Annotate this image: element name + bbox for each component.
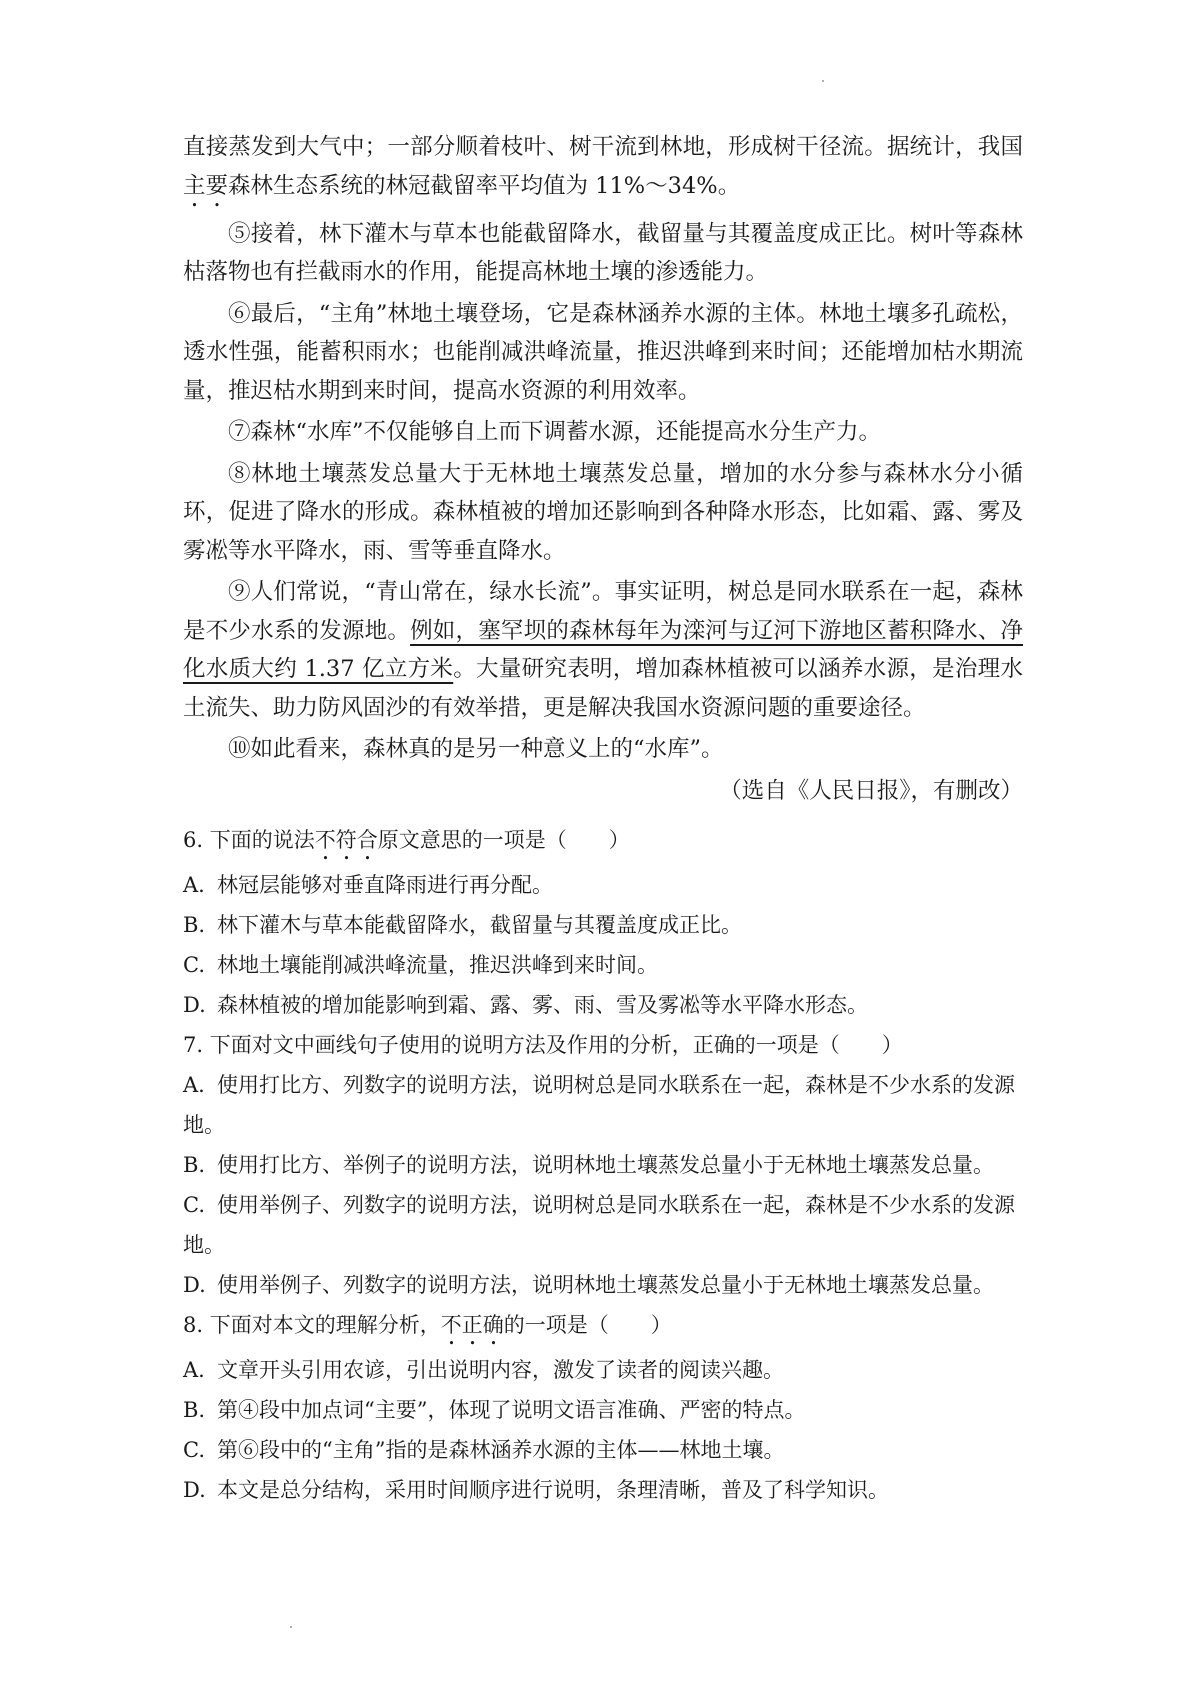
option-b: B. 使用打比方、举例子的说明方法，说明林地土壤蒸发总量小于无林地土壤蒸发总量。	[183, 1153, 994, 1177]
question-6	[183, 820, 1023, 1025]
option-c: C. 第⑥段中的“主角”指的是森林涵养水源的主体——林地土壤。	[183, 1438, 785, 1462]
scan-speck	[290, 1626, 292, 1628]
option-d: D. 使用举例子、列数字的说明方法，说明林地土壤蒸发总量小于无林地土壤蒸发总量。	[183, 1273, 994, 1297]
option-a: A. 文章开头引用农谚，引出说明内容，激发了读者的阅读兴趣。	[183, 1358, 784, 1382]
option-b: B. 林下灌木与草本能截留降水，截留量与其覆盖度成正比。	[183, 913, 742, 937]
source-citation: （选自《人民日报》，有删改）	[719, 777, 1023, 804]
paragraph-10: ⑩如此看来，森林真的是另一种意义上的“水库”。	[228, 736, 724, 762]
paragraph-6: ⑥最后，“主角”林地土壤登场，它是森林涵养水源的主体。林地土壤多孔疏松，透水性强，能蓄积雨水；也能削减洪峰流量，推迟洪峰到来时间；还能增加枯水期流量，推迟枯水期到来时间，提高水资源的利用效率。	[183, 300, 1023, 404]
emphasis-dotted-word: 不符合	[314, 828, 378, 852]
paragraph-5: ⑤接着，林下灌木与草本也能截留降水，截留量与其覆盖度成正比。树叶等森林枯落物也有拦截雨水的作用，能提高林地土壤的渗透能力。	[183, 220, 1023, 285]
article-passage	[183, 128, 1023, 816]
emphasis-dotted-word: 主要	[183, 172, 229, 199]
option-a: A. 林冠层能够对垂直降雨进行再分配。	[183, 873, 553, 897]
option-d: D. 本文是总分结构，采用时间顺序进行说明，条理清晰，普及了科学知识。	[183, 1478, 889, 1502]
emphasis-dotted-word: 不正确	[440, 1313, 504, 1337]
paragraph-7: ⑦森林“水库”不仅能够自上而下调蓄水源，还能提高水分生产力。	[228, 419, 882, 445]
option-c: C. 使用举例子、列数字的说明方法，说明树总是同水联系在一起，森林是不少水系的发源地。	[183, 1193, 1015, 1257]
question-stem: 7. 下面对文中画线句子使用的说明方法及作用的分析，正确的一项是（ ）	[183, 1033, 903, 1057]
scan-speck	[822, 80, 824, 82]
question-7	[183, 1025, 1023, 1305]
option-a: A. 使用打比方、列数字的说明方法，说明树总是同水联系在一起，森林是不少水系的发源地。	[183, 1073, 1015, 1137]
underlined-sentence: 例如，塞罕坝的森林每年为滦河与辽河下游地区蓄积降水、净化水质大约 1.37 亿立方米	[183, 617, 1023, 682]
paragraph-9: ⑨人们常说，“青山常在，绿水长流”。事实证明，树总是同水联系在一起，森林是不少水系的发源地。例如，塞罕坝的森林每年为滦河与辽河下游地区蓄积降水、净化水质大约 1.37 亿立方米。大量研究表明，增加森林植被可以涵养水源，是治理水土流失、助力防风固沙的有效举措，更是解决我国水资源问题的重要途径。	[183, 579, 1023, 721]
question-8	[183, 1305, 1023, 1510]
option-c: C. 林地土壤能削减洪峰流量，推迟洪峰到来时间。	[183, 953, 658, 977]
option-d: D. 森林植被的增加能影响到霜、露、雾、雨、雪及雾凇等水平降水形态。	[183, 993, 868, 1017]
question-stem: 6. 下面的说法不符合原文意思的一项是（ ）	[183, 828, 630, 852]
option-b: B. 第④段中加点词“主要”，体现了说明文语言准确、严密的特点。	[183, 1398, 806, 1422]
questions-section	[183, 820, 1023, 1510]
question-stem: 8. 下面对本文的理解分析，不正确的一项是（ ）	[183, 1313, 672, 1337]
paragraph-4-tail: 直接蒸发到大气中；一部分顺着枝叶、树干流到林地，形成树干径流。据统计，我国主要森林生态系统的林冠截留率平均值为 11%～34%。	[183, 134, 1023, 199]
paragraph-8: ⑧林地土壤蒸发总量大于无林地土壤蒸发总量，增加的水分参与森林水分小循环，促进了降水的形成。森林植被的增加还影响到各种降水形态，比如霜、露、雾及雾凇等水平降水，雨、雪等垂直降水。	[183, 460, 1023, 564]
